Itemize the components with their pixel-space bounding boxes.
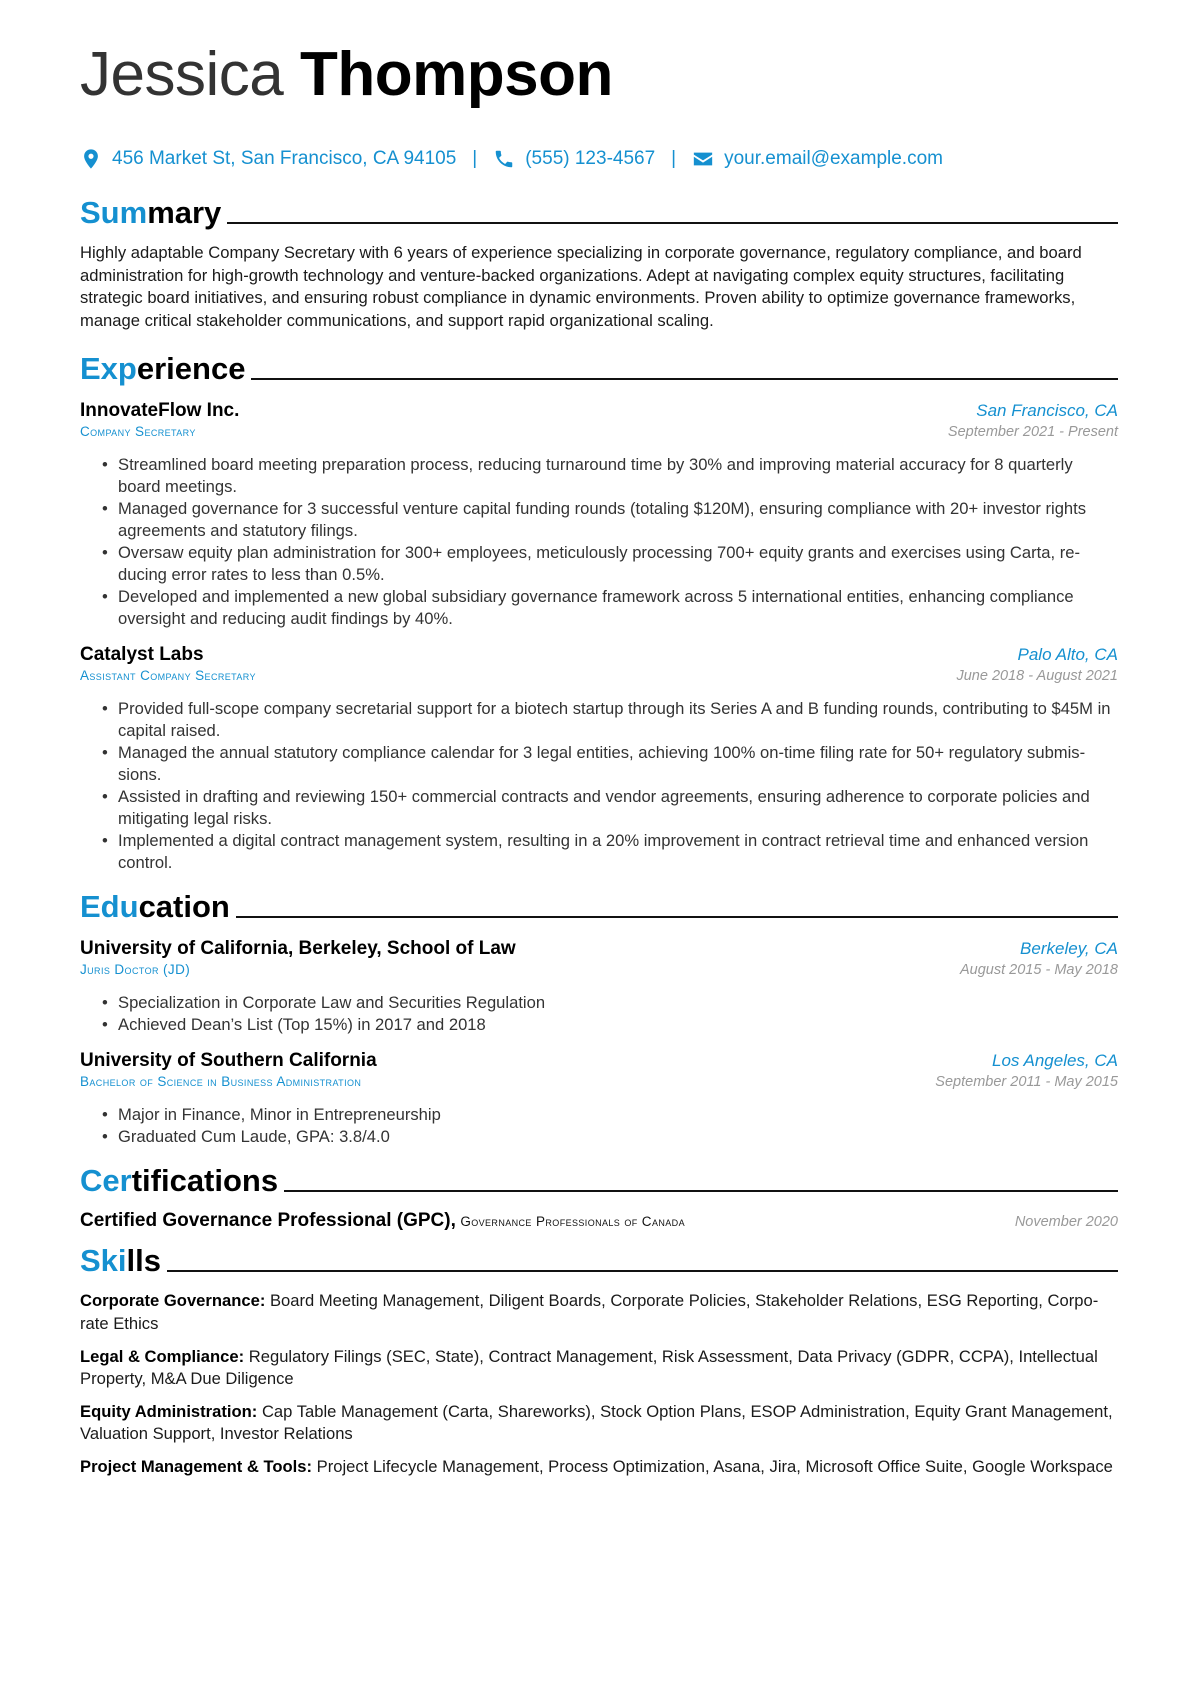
skill-items: Project Lifecycle Management, Process Optimization, Asana, Jira, Microsoft Office Suite, Google Workspace [316,1456,1113,1476]
last-name: Thompson [299,40,613,109]
education-entry [80,1050,1118,1148]
job-role: Company Secretary [80,424,196,440]
certifications-heading [80,1158,1118,1198]
education-heading [80,884,1118,924]
section-title: Skills [80,1243,161,1279]
certification-entry [80,1210,1118,1232]
map-marker-icon [80,148,102,170]
experience-heading [80,346,1118,386]
list-item: • Provided full-scope company secretarial support for a biotech startup through its Series A and B funding rounds, contributing to $45M in capital raised. [80,698,1118,742]
achievement-list [80,698,1118,874]
job-role: Assistant Company Secretary [80,668,256,684]
section-title: Certifications [80,1163,279,1199]
list-item: • Graduated Cum Laude, GPA: 3.8/4.0 [80,1126,1118,1148]
degree-name: Juris Doctor (JD) [80,962,191,978]
contact-separator: | [671,148,677,169]
summary-text: Highly adaptable Company Secretary with 6 years of experience specializing in corporate governance, regulatory compliance, and board administration for high-growth technology and venture-backed organizations. Adept at navigating complex equity structures, facilitating strategic board initiatives, and ensuring robust compliance in dynamic environments. Proven ability to optimize governance frameworks, manage critical stakeholder communications, and support rapid organizational scaling. [80,243,1082,330]
contact-email[interactable] [692,148,943,170]
section-rule [284,1190,1118,1192]
email-link[interactable]: your.email@example.com [724,148,943,169]
experience-entry [80,644,1118,874]
school-location: Los Angeles, CA [992,1051,1118,1071]
contact-separator: | [472,148,478,169]
skill-group [80,1346,1118,1391]
degree-name: Bachelor of Science in Business Administration [80,1074,362,1090]
list-item: • Streamlined board meeting preparation process, reducing turnaround time by 30% and improving material accuracy for 8 quarterly board meetings. [80,454,1118,498]
certification-date: November 2020 [1014,1214,1118,1231]
certification-name: Certified Governance Professional (GPC) [80,1210,451,1232]
school-name: University of California, Berkeley, School of Law [80,938,516,960]
job-dates: June 2018 - August 2021 [956,668,1118,685]
section-rule [227,222,1118,224]
skill-items: Board Meeting Management, Diligent Boards, Corporate Policies, Stakeholder Relations, ESG Reporting, Corporate Ethics [80,1291,1099,1333]
phone-text[interactable]: (555) 123-4567 [525,148,656,169]
phone-icon [493,148,515,170]
skill-category: Corporate Governance: [80,1291,266,1311]
list-item: • Assisted in drafting and reviewing 150+ commercial contracts and vendor agreements, ensuring adherence to corporate policies and mitigating legal risks. [80,786,1118,830]
summary-heading [80,190,1118,230]
list-item: • Developed and implemented a new global subsidiary governance framework across 5 international entities, enhancing compliance oversight and reducing audit findings by 40%. [80,586,1118,630]
skill-category: Legal & Compliance: [80,1346,245,1366]
education-dates: August 2015 - May 2018 [960,962,1118,979]
job-location: San Francisco, CA [976,401,1118,421]
company-name: Catalyst Labs [80,644,204,666]
section-title: Education [80,889,230,925]
list-item: • Managed governance for 3 successful venture capital funding rounds (totaling $120M), ensuring compliance with 20+ investor rights agreements and statutory filings. [80,498,1118,542]
company-name: InnovateFlow Inc. [80,400,240,422]
school-name: University of Southern California [80,1050,377,1072]
section-title: Experience [80,351,246,387]
job-location: Palo Alto, CA [1017,645,1118,665]
contact-bar [80,144,1118,174]
certification-comma: , [450,1210,456,1232]
job-dates: September 2021 - Present [947,424,1118,441]
address-text: 456 Market St, San Francisco, CA 94105 [112,148,457,169]
section-title: Summary [80,195,222,230]
skill-group [80,1456,1118,1479]
certification-issuer: Governance Professionals of Canada [460,1214,685,1230]
education-details [80,1104,1118,1148]
education-entry [80,938,1118,1036]
list-item: • Major in Finance, Minor in Entrepreneurship [80,1104,1118,1126]
education-dates: September 2011 - May 2015 [935,1074,1118,1091]
list-item: • Oversaw equity plan administration for 300+ employees, meticulously processing 700+ equity grants and exercises using Carta, reducing error rates to less than 0.5%. [80,542,1118,586]
skill-group [80,1401,1118,1446]
list-item: • Managed the annual statutory compliance calendar for 3 legal entities, achieving 100% on-time filing rate for 50+ regulatory submissions. [80,742,1118,786]
achievement-list [80,454,1118,630]
education-details [80,992,1118,1036]
first-name: Jessica [80,40,284,109]
skill-items: Cap Table Management (Carta, Shareworks), Stock Option Plans, ESOP Administration, Equity Grant Management, Valuation Support, Investor Relations [80,1401,1113,1444]
list-item: • Achieved Dean’s List (Top 15%) in 2017 and 2018 [80,1014,1118,1036]
contact-address [80,148,456,170]
list-item: • Specialization in Corporate Law and Securities Regulation [80,992,1118,1014]
experience-entry [80,400,1118,630]
skill-items: Regulatory Filings (SEC, State), Contract Management, Risk Assessment, Data Privacy (GDPR, CCPA), Intellectual Property, M&A Due Diligence [80,1346,1098,1389]
section-rule [167,1270,1118,1272]
envelope-icon [692,148,714,170]
skill-category: Project Management & Tools: [80,1456,313,1476]
skill-category: Equity Administration: [80,1401,258,1421]
list-item: • Implemented a digital contract management system, resulting in a 20% improvement in contract retrieval time and enhanced version control. [80,830,1118,874]
candidate-name [80,40,1118,120]
contact-phone[interactable] [493,148,655,170]
section-rule [251,378,1118,380]
skills-heading [80,1238,1118,1278]
school-location: Berkeley, CA [1020,939,1118,959]
section-rule [236,916,1118,918]
skill-group [80,1290,1118,1335]
